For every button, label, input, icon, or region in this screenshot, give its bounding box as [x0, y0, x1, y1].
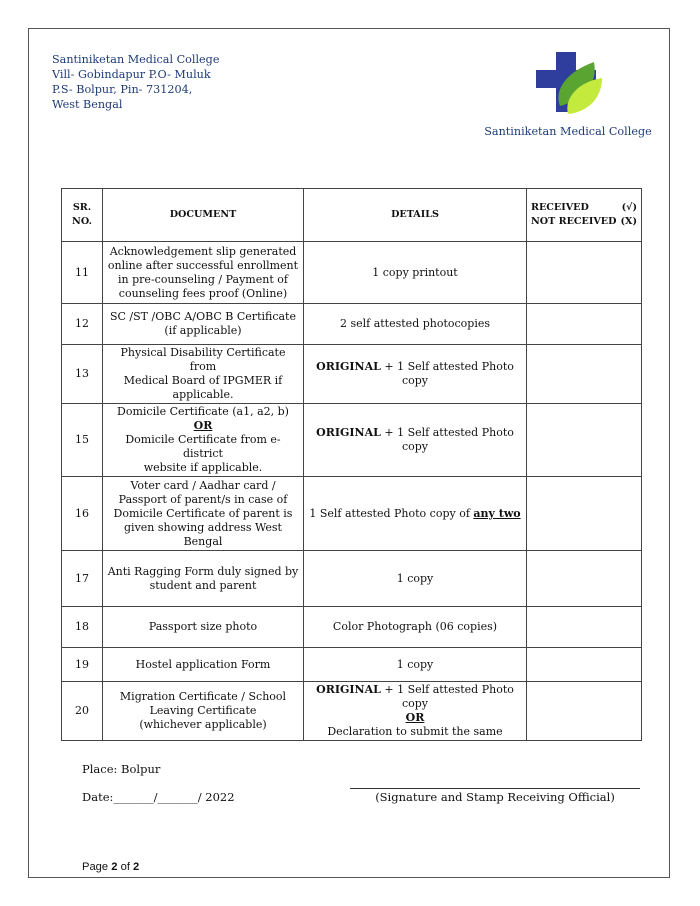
table-row	[62, 345, 642, 404]
row-received-checkbox[interactable]	[527, 648, 642, 682]
row-document: Voter card / Aadhar card / Passport of parent/s in case of Domicile Certificate of parent is given showing address West Bengal	[103, 477, 304, 551]
row-received-checkbox[interactable]	[527, 304, 642, 345]
college-logo-icon	[532, 52, 604, 118]
row-document: Migration Certificate / School Leaving Certificate (whichever applicable)	[103, 682, 304, 741]
row-document: Domicile Certificate (a1, a2, b) OR Domicile Certificate from e-district website if applicable.	[103, 404, 304, 477]
logo-caption: Santiniketan Medical College	[484, 125, 652, 138]
table-row	[62, 551, 642, 607]
row-details: 1 copy printout	[304, 242, 527, 304]
table-header-row	[62, 189, 642, 242]
address-line-state: West Bengal	[52, 98, 123, 111]
row-received-checkbox[interactable]	[527, 242, 642, 304]
signature-line	[350, 788, 640, 789]
row-received-checkbox[interactable]	[527, 404, 642, 477]
row-document: Hostel application Form	[103, 648, 304, 682]
table-row	[62, 242, 642, 304]
row-details: Color Photograph (06 copies)	[304, 607, 527, 648]
row-sr: 16	[62, 477, 103, 551]
header-details: DETAILS	[304, 189, 527, 242]
row-details: 2 self attested photocopies	[304, 304, 527, 345]
table-row	[62, 477, 642, 551]
row-details: ORIGINAL + 1 Self attested Photo copy	[304, 345, 527, 404]
row-document: Physical Disability Certificate from Medical Board of IPGMER if applicable.	[103, 345, 304, 404]
address-line-name: Santiniketan Medical College	[52, 53, 220, 66]
header-document: DOCUMENT	[103, 189, 304, 242]
row-received-checkbox[interactable]	[527, 345, 642, 404]
row-sr: 17	[62, 551, 103, 607]
row-document: SC /ST /OBC A/OBC B Certificate (if applicable)	[103, 304, 304, 345]
row-details: ORIGINAL + 1 Self attested Photo copy	[304, 404, 527, 477]
place-text: Place: Bolpur	[82, 762, 161, 776]
row-document: Anti Ragging Form duly signed by student and parent	[103, 551, 304, 607]
row-sr: 13	[62, 345, 103, 404]
row-sr: 18	[62, 607, 103, 648]
table-row	[62, 607, 642, 648]
table-row	[62, 682, 642, 741]
college-address	[52, 52, 219, 112]
row-sr: 12	[62, 304, 103, 345]
documents-table	[61, 188, 642, 741]
row-details: ORIGINAL + 1 Self attested Photo copy OR Declaration to submit the same	[304, 682, 527, 741]
signature-label: (Signature and Stamp Receiving Official)	[375, 790, 615, 804]
header-received-status: RECEIVED (√) NOT RECEIVED (X)	[527, 189, 642, 242]
row-sr: 19	[62, 648, 103, 682]
row-details: 1 copy	[304, 648, 527, 682]
date-field: Date:_______/_______/ 2022	[82, 790, 235, 804]
row-sr: 15	[62, 404, 103, 477]
row-sr: 11	[62, 242, 103, 304]
row-document: Passport size photo	[103, 607, 304, 648]
row-details: 1 copy	[304, 551, 527, 607]
row-received-checkbox[interactable]	[527, 682, 642, 741]
table-row	[62, 304, 642, 345]
table-row	[62, 648, 642, 682]
row-received-checkbox[interactable]	[527, 477, 642, 551]
table-row	[62, 404, 642, 477]
header-sr-no: SR. NO.	[62, 189, 103, 242]
row-details: 1 Self attested Photo copy of any two	[304, 477, 527, 551]
page-number: Page 2 of 2	[82, 861, 140, 873]
row-received-checkbox[interactable]	[527, 607, 642, 648]
address-line-village: Vill- Gobindapur P.O- Muluk	[52, 68, 211, 81]
row-received-checkbox[interactable]	[527, 551, 642, 607]
row-sr: 20	[62, 682, 103, 741]
address-line-ps: P.S- Bolpur, Pin- 731204,	[52, 83, 193, 96]
row-document: Acknowledgement slip generated online after successful enrollment in pre-counseling / Payment of counseling fees proof (Online)	[103, 242, 304, 304]
